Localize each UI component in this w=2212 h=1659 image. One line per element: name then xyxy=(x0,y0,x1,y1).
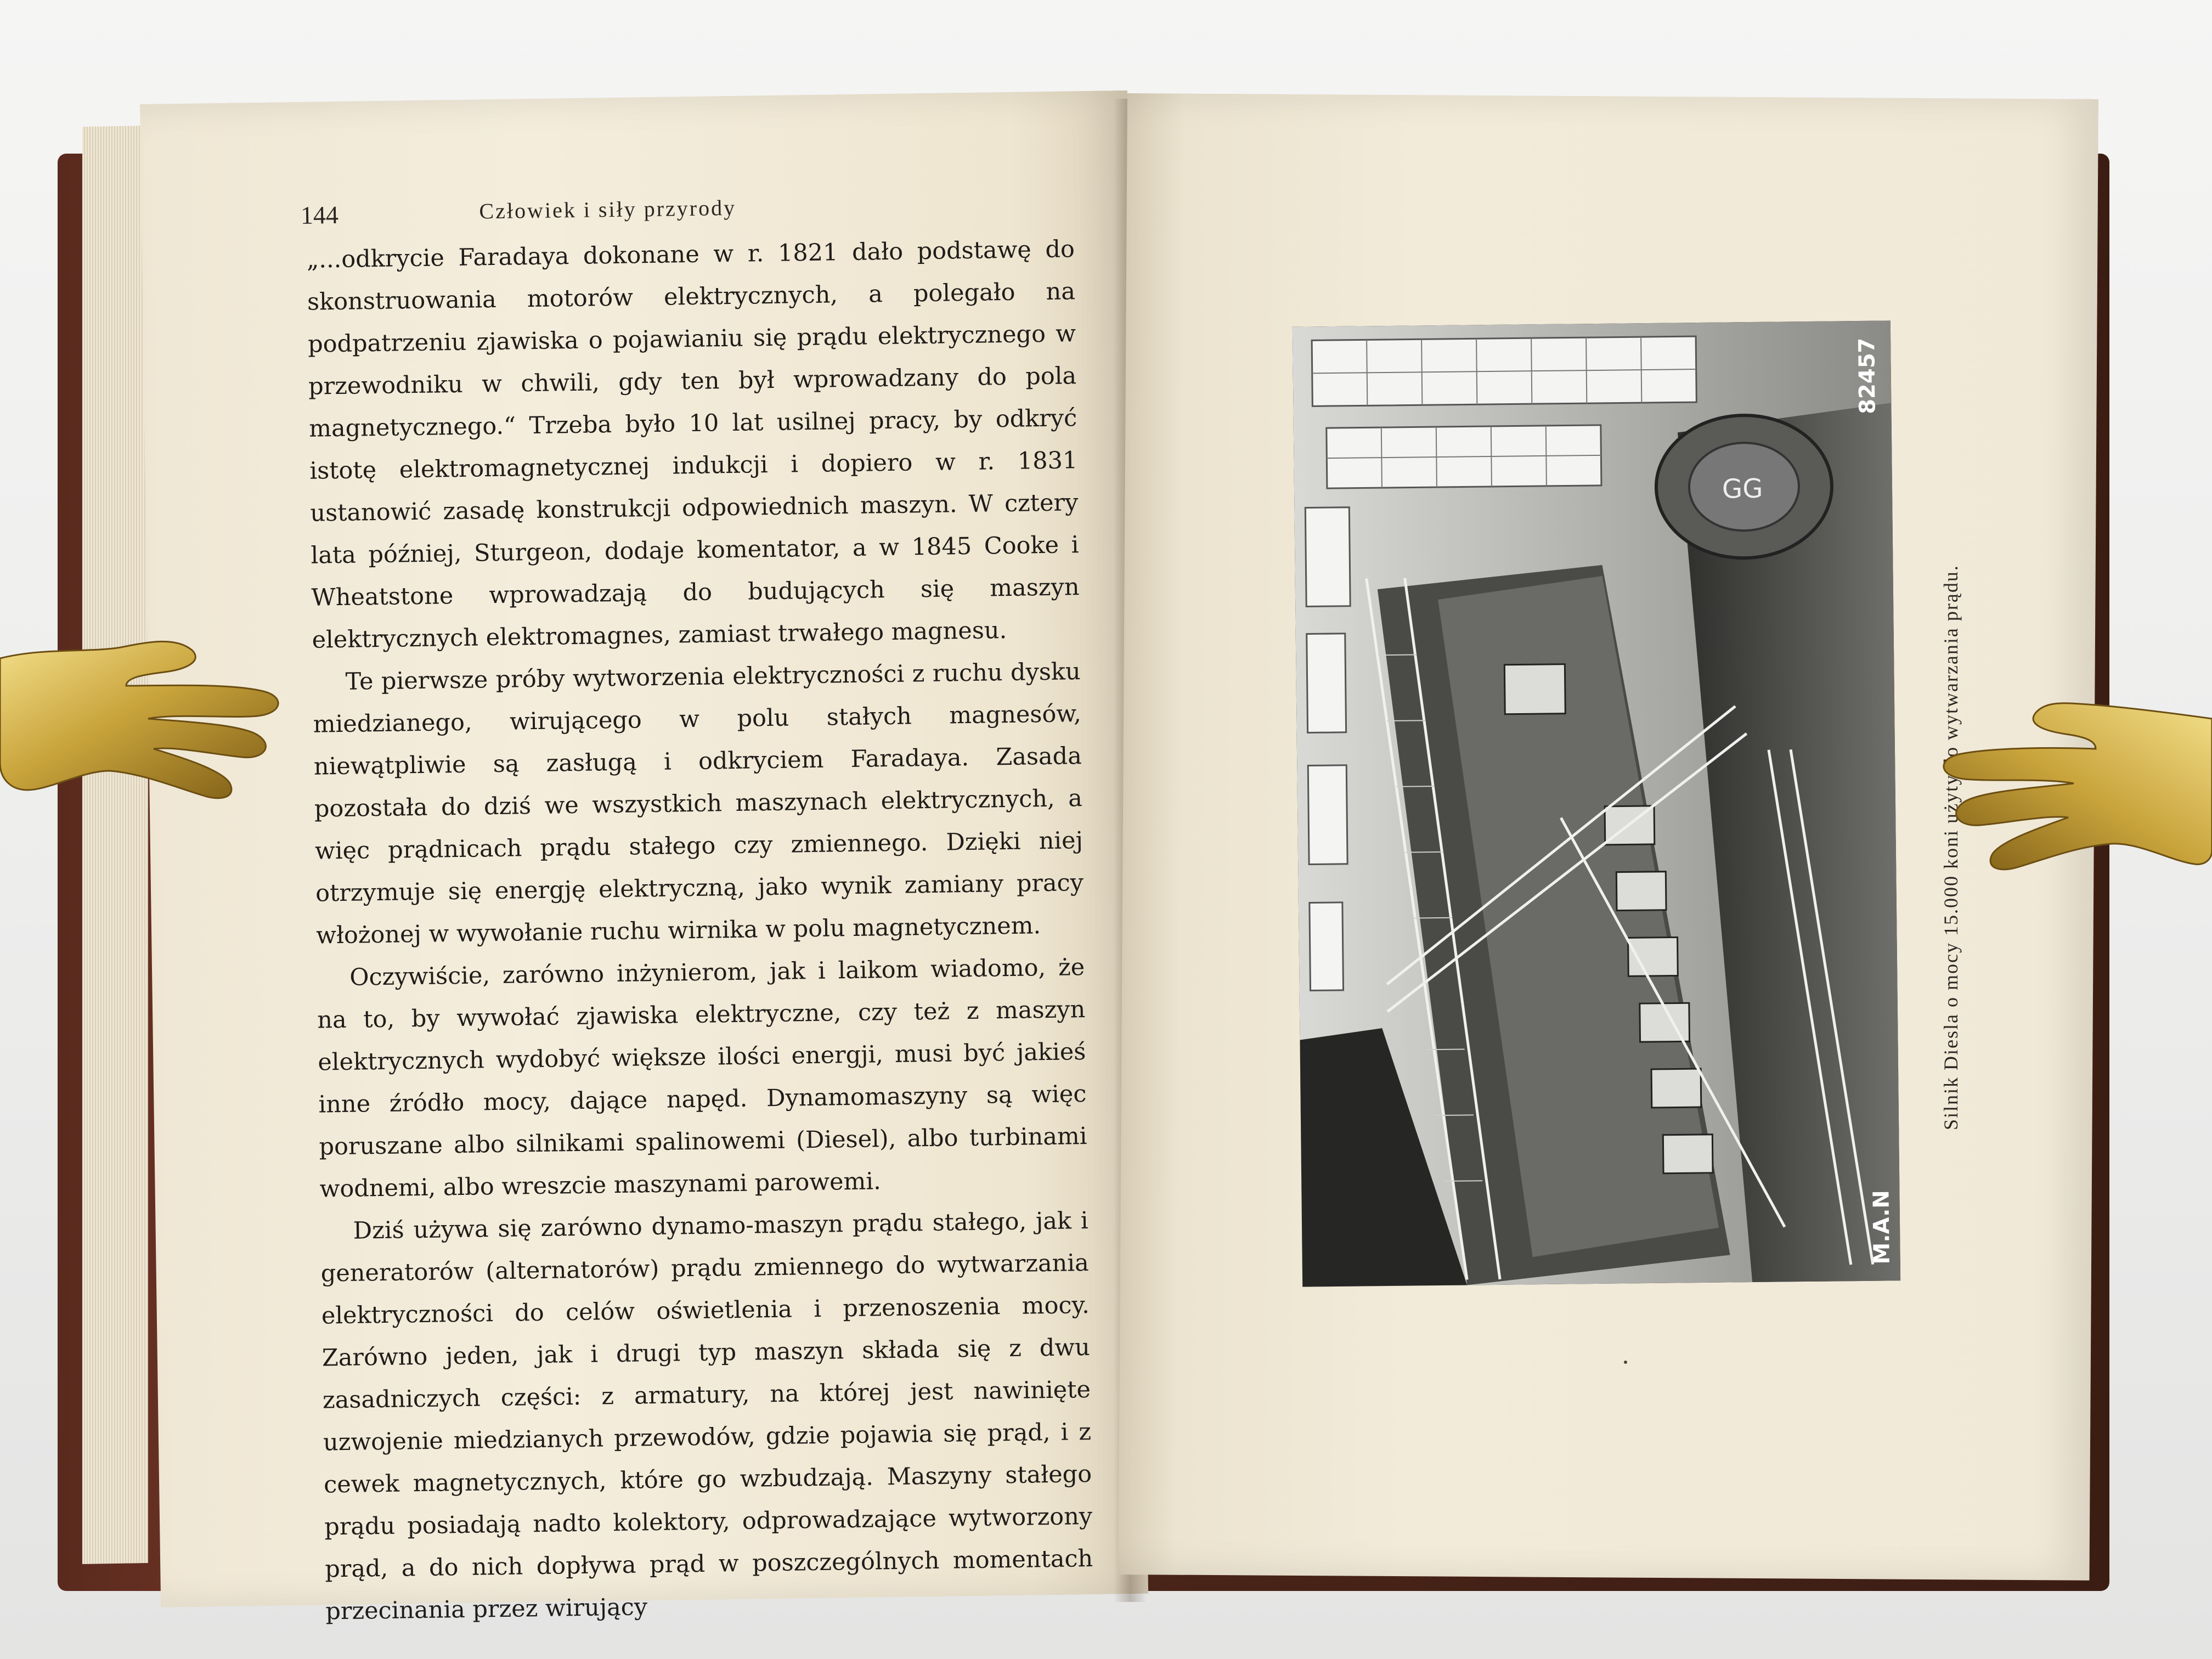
paragraph: Oczywiście, zarówno inżynierom, jak i laikom wiadomo, że na to, by wywołać zjawiska elektryczne, czy też z maszyn elektrycznych wydobyć większe ilości energji, musi być jakieś inne źródło mocy, dające napęd. Dynamomaszyny są więc poruszane albo silnikami spalinowemi (Diesel), albo turbinami wodnemi, albo wreszcie maszynami parowemi. xyxy=(317,953,1087,1203)
brass-hand-left-icon xyxy=(0,625,285,889)
svg-text:GG: GG xyxy=(1722,473,1763,505)
brass-hand-right-icon xyxy=(1931,697,2212,960)
paragraph: „...odkrycie Faradaya dokonane w r. 1821 dało podstawę do skonstruowania motorów elektrycznych, a polegało na podpatrzeniu zjawiska o pojawianiu się prądu elektrycznego w przewodniku w chwili, gdy ten był wprowadzany do pola magnetycznego.“ Trzeba było 10 lat usilnej pracy, by odkryć istotę elektromagnetycznej indukcji i dopiero w r. 1831 ustanowić zasadę konstrukcji odpowiednich maszyn. W cztery lata później, Sturgeon, dodaje komentator, a w 1845 Cooke i Wheatstone wprowadzają do budujących się maszyn elektrycznych elektromagnes, zamiast trwałego magnesu. xyxy=(306,235,1080,654)
left-page xyxy=(140,91,1148,1626)
running-head: Człowiek i siły przyrody xyxy=(479,195,737,224)
page-number: 144 xyxy=(300,200,339,229)
paragraph: Te pierwsze próby wytworzenia elektryczności z ruchu dysku miedzianego, wirującego w polu stałych magnesów, niewątpliwie są zasługą i odkryciem Faradaya. Zasada pozostała do dziś we wszystkich maszynach elektrycznych, a więc prądnicach prądu stałego czy zmiennego. Dzięki niej otrzymuje się energję elektryczną, jako wynik zamiany pracy włożonej w wywołanie ruchu wirnika w polu magnetycznem. xyxy=(313,658,1084,950)
body-text xyxy=(306,228,1093,1633)
plate-maker: M.A.N xyxy=(1869,1189,1895,1265)
plate-serial: 82457 xyxy=(1854,337,1881,415)
engine-room-photo xyxy=(1293,320,1900,1286)
paragraph: Dziś używa się zarówno dynamo-maszyn prądu stałego, jak i generatorów (alternatorów) prądu zmiennego do wytwarzania elektryczności do celów oświetlenia i przenoszenia mocy. Zarówno jeden, jak i drugi typ maszyn składa się z dwu zasadniczych części: z armatury, na której jest nawinięte uzwojenie miedzianych przewodów, gdzie pojawia się prąd, i z cewek magnetycznych, które go wzbudzają. Maszyny stałego prądu posiadają nadto kolektory, odprowadzające wytworzony prąd, a do nich dopływa prąd w poszczególnych momentach przecinania przez wirujący xyxy=(320,1207,1093,1626)
plate-caption: Silnik Diesla o mocy 15.000 koni użyty do wytwarzania prądu. xyxy=(1940,565,1962,1130)
engine-room-illustration xyxy=(1293,320,1900,1286)
page-mark xyxy=(1624,1361,1627,1364)
